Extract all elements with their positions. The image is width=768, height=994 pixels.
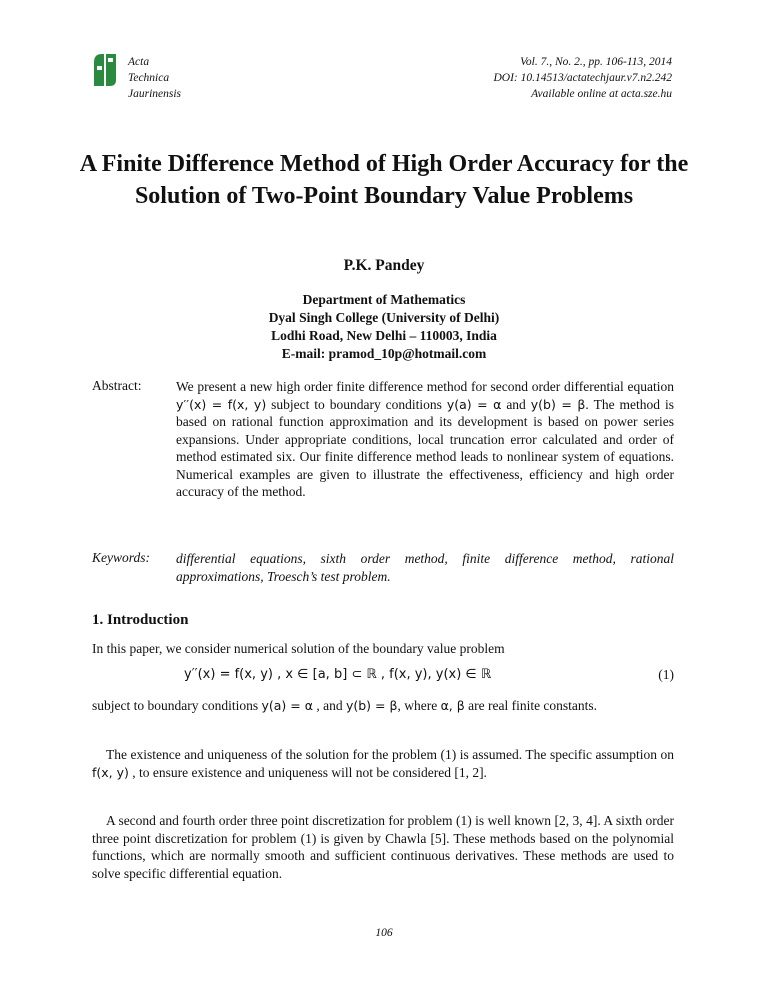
abstract-span: . The method is based on rational function approximation and its development is based on power series expansions. Under appropriate conditions, local truncation error calculated and order of method estimated six. Our finite difference method leads to nonlinear system of equations. Numerical examples are given to illustrate the effectiveness, efficiency and high order accuracy of the method. [176,396,674,499]
abstract-math: y′′(x) = f(x, y) [176,396,267,412]
author: P.K. Pandey [343,257,425,274]
abstract-span: subject to boundary conditions [266,396,447,412]
journal-header [92,50,672,110]
paragraph-math: f(x, y) [92,764,129,780]
college: Dyal Singh College (University of Delhi) [268,310,500,325]
section-heading: 1. Introduction [92,612,189,628]
paragraph-span: , where [397,698,441,713]
paragraph-span: are real finite constants. [464,698,598,713]
abstract-math: y(b) = β [530,396,586,412]
affiliation [0,291,768,363]
keywords-label: Keywords: [92,550,150,565]
abstract-span: We present a new high order finite difference method for second order differential equation [176,379,674,394]
paragraph-math: y(a) = α [261,698,313,713]
address: Lodhi Road, New Delhi – 110003, India [271,328,497,343]
abstract-math: y(a) = α [446,396,502,412]
keywords-text: differential equations, sixth order method, finite difference method, rational approximations, Troesch’s test problem. [176,551,674,584]
paragraph-math: α, β [440,698,465,713]
abstract-text [176,378,674,501]
page-number: 106 [375,927,393,939]
paragraph [92,697,674,715]
journal-name [128,54,181,102]
abstract-label: Abstract: [92,378,142,393]
paragraph: In this paper, we consider numerical solution of the boundary value problem [92,641,505,656]
paragraph: A second and fourth order three point discretization for problem (1) is well known [2, 3, 4]. A sixth order three point discretization for problem (1) is given by Chawla [5]. These methods based on the polynomial functions, which are normally smooth and sufficient continuous derivatives. These methods are used to solve specific differential equation. [92,813,674,881]
journal-logo-icon [92,52,118,88]
department: Department of Mathematics [302,292,466,307]
journal-name-line: Acta [128,56,150,68]
journal-name-line: Jaurinensis [128,88,182,100]
paragraph-span: The existence and uniqueness of the solution for the problem (1) is assumed. The specific assumption on [106,747,674,762]
equation-row [92,667,674,687]
paragraph-span: , and [312,698,346,713]
email: E-mail: pramod_10p@hotmail.com [281,346,487,361]
equation-number: (1) [658,667,674,682]
paragraph [92,746,674,781]
paragraph-math: y(b) = β [345,698,398,713]
journal-name-line: Technica [128,72,170,84]
paragraph-span: , to ensure existence and uniqueness will not be considered [1, 2]. [128,764,487,780]
publication-info [493,54,672,102]
abstract-span: and [501,396,531,412]
paper-title: A Finite Difference Method of High Order Accuracy for the Solution of Two-Point Boundary Value Problems [79,151,689,209]
paragraph-span: subject to boundary conditions [92,698,262,713]
availability: Available online at acta.sze.hu [531,88,672,100]
volume-info: Vol. 7., No. 2., pp. 106-113, 2014 [520,56,672,68]
equation: y′′(x) = f(x, y) , x ∈ [a, b] ⊂ ℝ , f(x, y), y(x) ∈ ℝ [184,667,492,682]
doi: DOI: 10.14513/actatechjaur.v7.n2.242 [493,72,672,84]
